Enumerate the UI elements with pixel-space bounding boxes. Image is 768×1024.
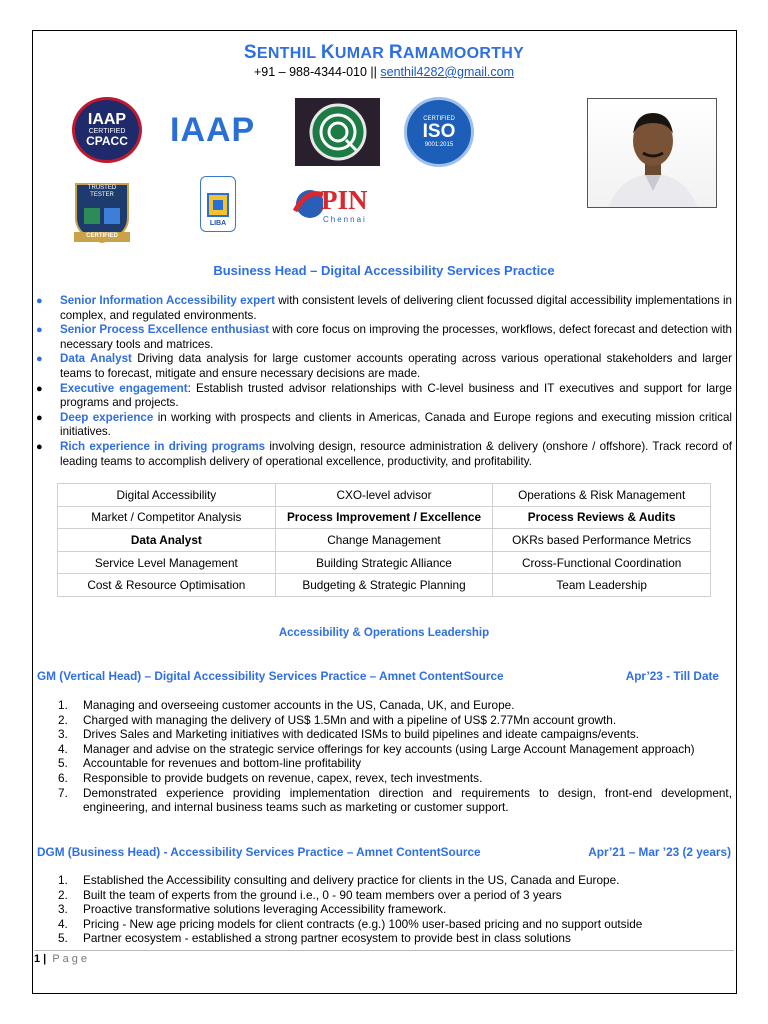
table-cell: OKRs based Performance Metrics xyxy=(493,529,711,552)
skills-table xyxy=(57,483,711,597)
bullet-icon: ● xyxy=(36,353,43,366)
table-row xyxy=(58,574,711,597)
pin-chennai-logo: PIN Chennai xyxy=(293,183,383,229)
liba-crest-icon xyxy=(206,192,230,220)
list-item: 4. Manager and advise on the strategic service offerings for key accounts (using Large Account Management approach) xyxy=(58,741,695,756)
iaap-logo: IAAP xyxy=(170,111,256,149)
job-2-duties xyxy=(58,873,732,946)
trusted-tester-badge: TRUSTED TESTER CERTIFIED xyxy=(70,178,134,248)
section-title: Accessibility & Operations Leadership xyxy=(278,627,490,639)
table-row xyxy=(58,529,711,552)
list-item: 3. Drives Sales and Marketing initiatives with dedicated ISMs to build pipelines and ideate campaigns/events. xyxy=(58,727,640,742)
liba-logo: LIBA xyxy=(200,176,236,232)
contact-line xyxy=(0,65,768,79)
list-item: 1. Managing and overseeing customer accounts in the US, Canada, UK, and Europe. xyxy=(58,698,515,712)
page-label: Page xyxy=(46,953,91,965)
table-row xyxy=(58,506,711,529)
list-item: 2. Charged with managing the delivery of US$ 1.5Mn and with a pipeline of US$ 2.77Mn account growth. xyxy=(58,712,617,727)
job-date: Apr’21 – Mar ’23 (2 years) xyxy=(588,845,731,859)
list-item: 4. Pricing - New age pricing models for client contracts (e.g.) 100% user-based pricing and no support outside xyxy=(58,916,643,931)
table-cell: Operations & Risk Management xyxy=(493,484,711,507)
bullet-icon: ● xyxy=(36,324,43,337)
list-item: 5. Partner ecosystem - established a strong partner ecosystem to provide best in class solutions xyxy=(58,931,571,946)
table-cell: Building Strategic Alliance xyxy=(275,551,493,574)
bullet-icon: ● xyxy=(36,295,43,307)
list-item: 2. Built the team of experts from the ground i.e., 0 - 90 team members over a period of 3 years xyxy=(58,887,562,902)
list-item: 1. Established the Accessibility consulting and delivery practice for clients in the US, Canada and Europe. xyxy=(58,873,620,887)
summary-list xyxy=(36,294,732,469)
job-1-duties xyxy=(58,698,732,815)
emblem-icon xyxy=(308,102,368,162)
list-item: 6. Responsible to provide budgets on revenue, capex, revex, tech investments. xyxy=(58,770,483,785)
list-item: ● Senior Information Accessibility expert with consistent levels of delivering client focussed digital accessibility implementations in complex, and regulated environments. xyxy=(36,294,732,322)
page-number: 1 | xyxy=(34,953,47,965)
list-item: ● Data Analyst Driving data analysis for large customer accounts operating across various operational stakeholders and larger teams to forecast, mitigate and ensure necessary decisions are made. xyxy=(36,352,732,380)
table-cell: Process Reviews & Audits xyxy=(493,506,711,529)
table-cell: Market / Competitor Analysis xyxy=(58,506,276,529)
job-date: Apr’23 - Till Date xyxy=(625,669,719,683)
table-cell: Cross-Functional Coordination xyxy=(493,551,711,574)
table-cell: Cost & Resource Optimisation xyxy=(58,574,276,597)
list-item: ● Senior Process Excellence enthusiast with core focus on improving the processes, workflows, defect forecast and detection with necessary tools and matrices. xyxy=(36,323,732,351)
table-cell: Budgeting & Strategic Planning xyxy=(275,574,493,597)
table-cell: Team Leadership xyxy=(493,574,711,597)
table-cell: Change Management xyxy=(275,529,493,552)
bullet-icon: ● xyxy=(36,440,43,453)
role-title: Business Head – Digital Accessibility Services Practice xyxy=(213,263,555,278)
list-item: ● Deep experience in working with prospects and clients in Americas, Canada and Europe regions and executing mission critical initiatives. xyxy=(36,410,732,439)
table-cell: CXO-level advisor xyxy=(275,484,493,507)
person-icon xyxy=(588,99,717,208)
bullet-icon: ● xyxy=(36,411,43,424)
table-row xyxy=(58,484,711,507)
iaap-cpacc-badge: IAAP CERTIFIED CPACC xyxy=(72,97,142,163)
table-row xyxy=(58,551,711,574)
phone-number: +91 – 988-4344-010 || xyxy=(254,65,377,79)
quality-emblem-logo xyxy=(295,98,380,166)
table-cell: Process Improvement / Excellence xyxy=(275,506,493,529)
table-cell: Data Analyst xyxy=(58,529,276,552)
job-title-2: DGM (Business Head) - Accessibility Services Practice – Amnet ContentSource Apr’21 – Mar ’23 (2 years) xyxy=(37,845,731,859)
list-item: ● Executive engagement: Establish trusted advisor relationships with C-level business and IT executives and support for large programs and projects. xyxy=(36,381,732,410)
iso-certified-badge: CERTIFIED ISO 9001:2015 xyxy=(404,97,474,167)
footer-divider xyxy=(34,950,734,951)
list-item: ● Rich experience in driving programs involving design, resource administration & delivery (onshore / offshore). Track record of leading teams to accomplish delivery of operational excellence, productivity, and profitability. xyxy=(36,439,732,468)
profile-photo xyxy=(587,98,717,208)
table-cell: Service Level Management xyxy=(58,551,276,574)
bullet-icon: ● xyxy=(36,382,43,395)
table-cell: Digital Accessibility xyxy=(58,484,276,507)
list-item: 7. Demonstrated experience providing implementation direction and requirements to design, front-end development, engineering, and internal business teams such as marketing or customer support. xyxy=(58,785,732,815)
candidate-name: SENTHIL KUMAR RAMAMOORTHY xyxy=(243,42,525,63)
page-footer xyxy=(34,953,90,965)
email-link[interactable]: senthil4282@gmail.com xyxy=(380,65,514,79)
globe-swoosh-icon xyxy=(293,185,323,223)
job-title-1: GM (Vertical Head) – Digital Accessibility Services Practice – Amnet ContentSource Apr’23 - Till Date xyxy=(37,669,719,683)
list-item: 3. Proactive transformative solutions leveraging Accessibility framework. xyxy=(58,902,447,917)
list-item: 5. Accountable for revenues and bottom-line profitability xyxy=(58,756,362,771)
